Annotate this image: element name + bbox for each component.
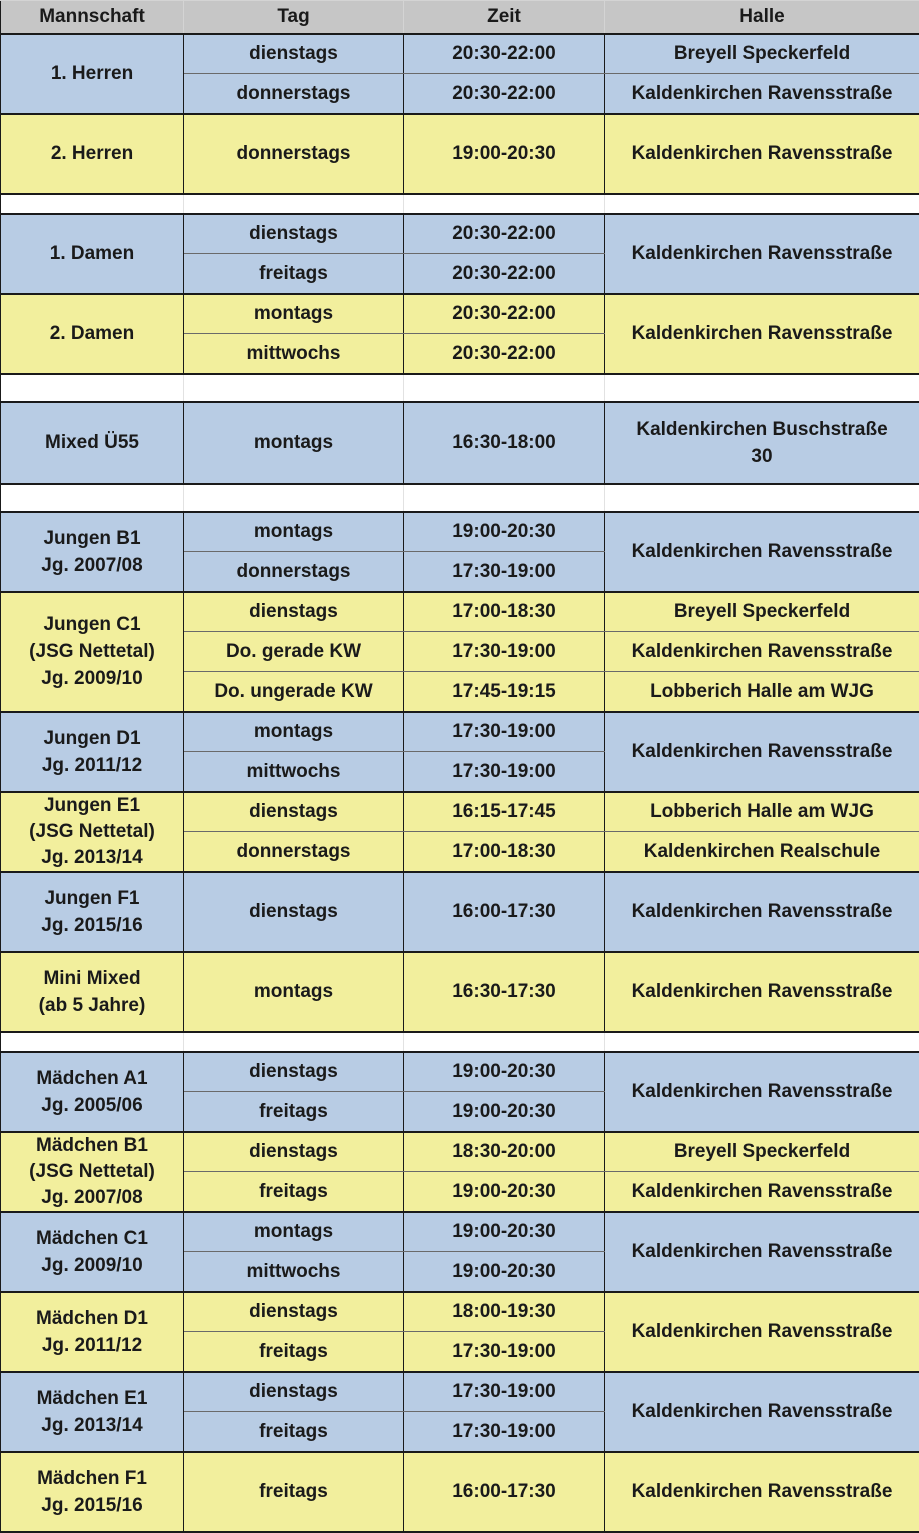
team-line: Mini Mixed — [3, 965, 181, 992]
time-cell: 20:30-22:00 — [404, 334, 605, 374]
hall-line: 30 — [607, 443, 917, 470]
team-line: Jg. 2015/16 — [3, 1492, 181, 1519]
time-cell: 19:00-20:30 — [404, 1252, 605, 1292]
team-line: (JSG Nettetal) — [3, 819, 181, 845]
day-cell: dienstags — [184, 1372, 404, 1412]
hall-cell: Kaldenkirchen Ravensstraße — [605, 74, 919, 114]
team-line: (ab 5 Jahre) — [3, 992, 181, 1019]
hall-cell: Kaldenkirchen Ravensstraße — [605, 214, 919, 294]
table-row — [1, 34, 919, 74]
team-line: Jg. 2015/16 — [3, 912, 181, 939]
hall-cell: Kaldenkirchen Ravensstraße — [605, 114, 919, 194]
time-cell: 19:00-20:30 — [404, 1212, 605, 1252]
team-line: Mädchen C1 — [3, 1225, 181, 1252]
team-cell: 2. Damen — [1, 294, 184, 374]
hall-cell: Lobberich Halle am WJG — [605, 672, 919, 712]
day-cell: dienstags — [184, 1292, 404, 1332]
team-cell — [1, 1132, 184, 1212]
team-line: (JSG Nettetal) — [3, 1159, 181, 1185]
team-line: Mädchen B1 — [3, 1133, 181, 1159]
team-cell — [1, 1052, 184, 1132]
hall-cell: Kaldenkirchen Ravensstraße — [605, 1292, 919, 1372]
header-team: Mannschaft — [1, 1, 184, 34]
team-line: Jungen B1 — [3, 525, 181, 552]
time-cell: 20:30-22:00 — [404, 254, 605, 294]
header-day: Tag — [184, 1, 404, 34]
team-cell — [1, 1372, 184, 1452]
table-row — [1, 294, 919, 334]
spacer-row — [1, 374, 919, 402]
hall-cell: Kaldenkirchen Ravensstraße — [605, 1212, 919, 1292]
team-line: (JSG Nettetal) — [3, 638, 181, 665]
team-line: Jg. 2011/12 — [3, 752, 181, 779]
team-cell — [1, 872, 184, 952]
time-cell: 16:30-18:00 — [404, 402, 605, 484]
table-row — [1, 1052, 919, 1092]
team-cell — [1, 1212, 184, 1292]
team-line: Jg. 2013/14 — [3, 1412, 181, 1439]
team-line: Mädchen A1 — [3, 1065, 181, 1092]
team-cell — [1, 712, 184, 792]
hall-cell: Kaldenkirchen Ravensstraße — [605, 1052, 919, 1132]
day-cell: freitags — [184, 1452, 404, 1532]
day-cell: freitags — [184, 1172, 404, 1212]
day-cell: dienstags — [184, 792, 404, 832]
time-cell: 17:45-19:15 — [404, 672, 605, 712]
header-time: Zeit — [404, 1, 605, 34]
time-cell: 17:30-19:00 — [404, 1332, 605, 1372]
table-row — [1, 1372, 919, 1412]
team-line: Jg. 2007/08 — [3, 552, 181, 579]
hall-cell: Kaldenkirchen Ravensstraße — [605, 1452, 919, 1532]
time-cell: 19:00-20:30 — [404, 1052, 605, 1092]
table-row — [1, 592, 919, 632]
time-cell: 19:00-20:30 — [404, 512, 605, 552]
table-row — [1, 792, 919, 832]
day-cell: Do. gerade KW — [184, 632, 404, 672]
day-cell: dienstags — [184, 872, 404, 952]
hall-cell: Breyell Speckerfeld — [605, 34, 919, 74]
day-cell: donnerstags — [184, 74, 404, 114]
hall-cell: Kaldenkirchen Ravensstraße — [605, 952, 919, 1032]
day-cell: montags — [184, 952, 404, 1032]
team-line: Jungen E1 — [3, 793, 181, 819]
time-cell: 17:30-19:00 — [404, 1372, 605, 1412]
time-cell: 18:00-19:30 — [404, 1292, 605, 1332]
hall-cell — [605, 402, 919, 484]
hall-line: Kaldenkirchen Buschstraße — [607, 416, 917, 443]
hall-cell: Kaldenkirchen Ravensstraße — [605, 512, 919, 592]
team-line: Jungen C1 — [3, 611, 181, 638]
hall-cell: Kaldenkirchen Ravensstraße — [605, 712, 919, 792]
day-cell: dienstags — [184, 34, 404, 74]
team-cell: 1. Herren — [1, 34, 184, 114]
day-cell: freitags — [184, 254, 404, 294]
time-cell: 19:00-20:30 — [404, 1092, 605, 1132]
table-row — [1, 512, 919, 552]
table-row — [1, 1132, 919, 1172]
team-cell — [1, 1452, 184, 1532]
team-cell — [1, 512, 184, 592]
team-cell: Mixed Ü55 — [1, 402, 184, 484]
team-cell: 1. Damen — [1, 214, 184, 294]
time-cell: 20:30-22:00 — [404, 74, 605, 114]
spacer-row — [1, 1032, 919, 1052]
hall-cell: Kaldenkirchen Realschule — [605, 832, 919, 872]
time-cell: 19:00-20:30 — [404, 1172, 605, 1212]
table-row — [1, 1452, 919, 1532]
hall-cell: Kaldenkirchen Ravensstraße — [605, 1372, 919, 1452]
time-cell: 17:30-19:00 — [404, 752, 605, 792]
day-cell: dienstags — [184, 1052, 404, 1092]
team-line: Mädchen D1 — [3, 1305, 181, 1332]
team-line: Jg. 2011/12 — [3, 1332, 181, 1359]
time-cell: 17:30-19:00 — [404, 712, 605, 752]
table-row — [1, 1292, 919, 1332]
team-line: Jg. 2009/10 — [3, 1252, 181, 1279]
day-cell: Do. ungerade KW — [184, 672, 404, 712]
day-cell: freitags — [184, 1092, 404, 1132]
time-cell: 18:30-20:00 — [404, 1132, 605, 1172]
team-line: Mädchen F1 — [3, 1465, 181, 1492]
hall-cell: Kaldenkirchen Ravensstraße — [605, 872, 919, 952]
table-row — [1, 952, 919, 1032]
team-line: Jungen F1 — [3, 885, 181, 912]
team-line: Jg. 2005/06 — [3, 1092, 181, 1119]
team-line: Mädchen E1 — [3, 1385, 181, 1412]
day-cell: montags — [184, 402, 404, 484]
table-row — [1, 1212, 919, 1252]
time-cell: 17:30-19:00 — [404, 1412, 605, 1452]
day-cell: mittwochs — [184, 334, 404, 374]
table-row — [1, 214, 919, 254]
day-cell: montags — [184, 1212, 404, 1252]
table-row — [1, 114, 919, 194]
time-cell: 17:00-18:30 — [404, 832, 605, 872]
table-row — [1, 712, 919, 752]
day-cell: dienstags — [184, 1132, 404, 1172]
time-cell: 16:30-17:30 — [404, 952, 605, 1032]
day-cell: mittwochs — [184, 1252, 404, 1292]
team-line: Jg. 2007/08 — [3, 1185, 181, 1211]
time-cell: 20:30-22:00 — [404, 294, 605, 334]
day-cell: freitags — [184, 1332, 404, 1372]
spacer-row — [1, 194, 919, 214]
table-row — [1, 402, 919, 484]
team-line: Jungen D1 — [3, 725, 181, 752]
day-cell: dienstags — [184, 214, 404, 254]
hall-cell: Breyell Speckerfeld — [605, 1132, 919, 1172]
day-cell: mittwochs — [184, 752, 404, 792]
team-cell — [1, 952, 184, 1032]
day-cell: donnerstags — [184, 832, 404, 872]
time-cell: 16:00-17:30 — [404, 1452, 605, 1532]
time-cell: 16:15-17:45 — [404, 792, 605, 832]
hall-cell: Kaldenkirchen Ravensstraße — [605, 1172, 919, 1212]
team-cell — [1, 592, 184, 712]
header-hall: Halle — [605, 1, 919, 34]
hall-cell: Lobberich Halle am WJG — [605, 792, 919, 832]
day-cell: montags — [184, 512, 404, 552]
time-cell: 19:00-20:30 — [404, 114, 605, 194]
spacer-row — [1, 484, 919, 512]
team-cell: 2. Herren — [1, 114, 184, 194]
time-cell: 20:30-22:00 — [404, 214, 605, 254]
time-cell: 17:00-18:30 — [404, 592, 605, 632]
table-row — [1, 872, 919, 952]
time-cell: 17:30-19:00 — [404, 632, 605, 672]
day-cell: montags — [184, 294, 404, 334]
team-line: Jg. 2009/10 — [3, 665, 181, 692]
time-cell: 17:30-19:00 — [404, 552, 605, 592]
team-cell — [1, 1292, 184, 1372]
day-cell: dienstags — [184, 592, 404, 632]
time-cell: 16:00-17:30 — [404, 872, 605, 952]
day-cell: freitags — [184, 1412, 404, 1452]
team-cell — [1, 792, 184, 872]
hall-cell: Kaldenkirchen Ravensstraße — [605, 632, 919, 672]
team-line: Jg. 2013/14 — [3, 845, 181, 871]
day-cell: donnerstags — [184, 552, 404, 592]
day-cell: montags — [184, 712, 404, 752]
hall-cell: Breyell Speckerfeld — [605, 592, 919, 632]
header-row — [1, 1, 919, 34]
time-cell: 20:30-22:00 — [404, 34, 605, 74]
hall-cell: Kaldenkirchen Ravensstraße — [605, 294, 919, 374]
day-cell: donnerstags — [184, 114, 404, 194]
